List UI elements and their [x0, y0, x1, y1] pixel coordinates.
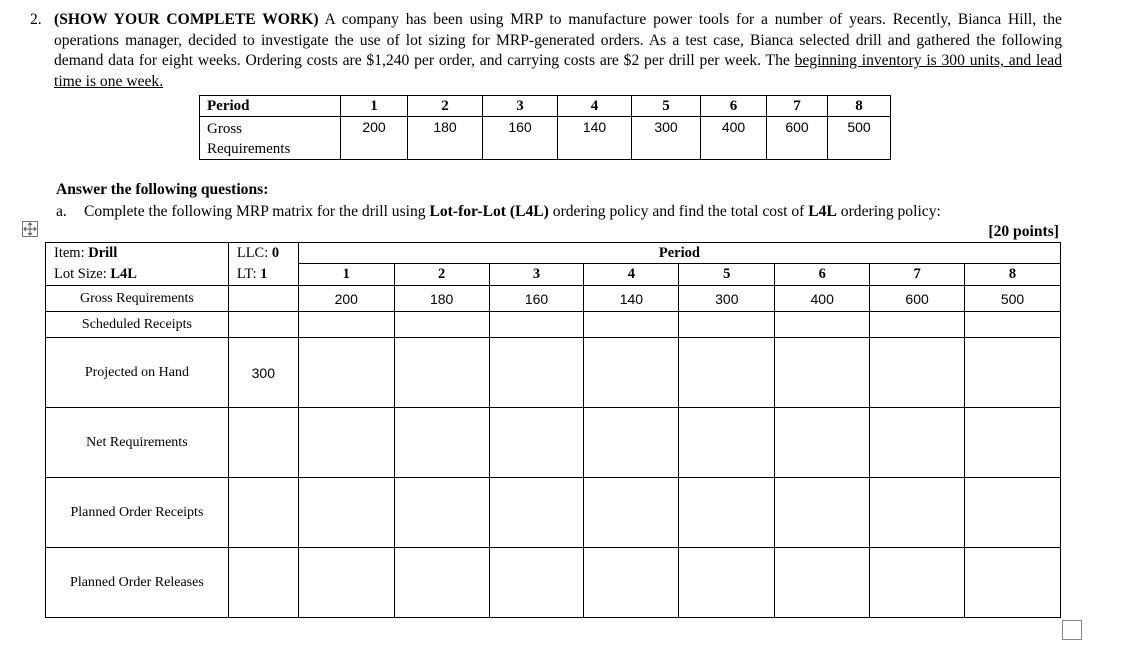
demand-period: 1 [341, 96, 408, 117]
mrp-cell[interactable] [679, 478, 775, 548]
scheduled-receipts-label: Scheduled Receipts [46, 312, 229, 338]
part-a-points: [20 points] [988, 223, 1059, 240]
mrp-cell[interactable] [965, 408, 1061, 478]
mrp-cell[interactable] [870, 478, 965, 548]
mrp-period: 2 [394, 264, 489, 286]
mrp-cell[interactable] [298, 338, 394, 408]
demand-gross-value: 300 [632, 117, 701, 160]
demand-gross-value: 200 [341, 117, 408, 160]
mrp-cell[interactable] [489, 548, 584, 618]
mrp-period: 8 [965, 264, 1061, 286]
mrp-cell[interactable] [228, 548, 298, 618]
mrp-cell[interactable] [584, 478, 679, 548]
demand-gross-value: 600 [767, 117, 828, 160]
mrp-period: 6 [775, 264, 870, 286]
item-value: Drill [88, 244, 118, 261]
mrp-period: 7 [870, 264, 965, 286]
mrp-cell[interactable] [228, 312, 298, 338]
lot-size-cell [46, 264, 229, 286]
mrp-cell[interactable] [228, 408, 298, 478]
mrp-period: 5 [679, 264, 775, 286]
mrp-cell[interactable] [775, 338, 870, 408]
mrp-period-heading: Period [298, 243, 1060, 264]
mrp-gross-value: 160 [489, 286, 584, 312]
question-text [30, 10, 1062, 92]
mrp-cell[interactable] [298, 478, 394, 548]
mrp-period: 4 [584, 264, 679, 286]
mrp-gross-value: 300 [679, 286, 775, 312]
mrp-cell[interactable] [679, 338, 775, 408]
mrp-cell[interactable] [394, 548, 489, 618]
mrp-cell[interactable] [870, 408, 965, 478]
mrp-cell[interactable] [489, 312, 584, 338]
resize-checkbox[interactable] [1062, 620, 1082, 640]
llc-label: LLC: [236, 244, 272, 261]
mrp-item-row [46, 243, 1061, 264]
mrp-scheduled-row [46, 312, 1061, 338]
demand-gross-value: 180 [408, 117, 483, 160]
net-requirements-label: Net Requirements [46, 408, 229, 478]
lt-label: LT: [236, 265, 261, 282]
demand-header-row [200, 96, 891, 117]
question-heading: (SHOW YOUR COMPLETE WORK) [54, 11, 319, 28]
mrp-period: 1 [298, 264, 394, 286]
mrp-cell[interactable] [584, 312, 679, 338]
mrp-cell[interactable] [775, 478, 870, 548]
gross-requirements-label: Gross Requirements [46, 286, 229, 312]
mrp-cell[interactable] [584, 548, 679, 618]
lot-label: Lot Size: [54, 265, 111, 282]
mrp-cell[interactable] [679, 312, 775, 338]
mrp-gross-value: 500 [965, 286, 1061, 312]
mrp-gross-value: 180 [394, 286, 489, 312]
part-a-text: ordering policy: [836, 203, 941, 220]
mrp-period: 3 [489, 264, 584, 286]
mrp-cell[interactable] [489, 338, 584, 408]
demand-period: 6 [701, 96, 767, 117]
mrp-gross-value: 140 [584, 286, 679, 312]
mrp-cell[interactable] [775, 548, 870, 618]
lt-value: 1 [260, 265, 268, 282]
gross-label-line1: Gross [207, 121, 243, 137]
projected-initial-value: 300 [228, 338, 298, 408]
move-icon [23, 222, 37, 236]
demand-table [199, 95, 891, 160]
part-a-letter: a. [56, 203, 67, 220]
mrp-cell[interactable] [394, 478, 489, 548]
mrp-cell[interactable] [394, 312, 489, 338]
mrp-gross-row [46, 286, 1061, 312]
mrp-net-row [46, 408, 1061, 478]
mrp-cell[interactable] [228, 478, 298, 548]
llc-value: 0 [271, 244, 280, 261]
table-move-handle[interactable] [22, 221, 38, 237]
mrp-cell[interactable] [228, 286, 298, 312]
question-body: A company has been using MRP to manufacture power tools for a number of years. Recently, Bianca Hill, the operations manager, decided to investigate the use of lot sizing for MRP-generated orders. As a test case, Bianca selected drill and gathered the following demand data for eight weeks. Ordering costs are $1,240 per order, and carrying costs are $2 per drill per week. The [54, 11, 1062, 70]
mrp-cell[interactable] [679, 548, 775, 618]
mrp-cell[interactable] [584, 408, 679, 478]
part-a-bold: L4L [808, 203, 837, 220]
mrp-cell[interactable] [775, 408, 870, 478]
demand-gross-value: 400 [701, 117, 767, 160]
mrp-cell[interactable] [489, 408, 584, 478]
projected-on-hand-label: Projected on Hand [46, 338, 229, 408]
part-a-text: ordering policy and find the total cost of [548, 203, 809, 220]
mrp-cell[interactable] [298, 408, 394, 478]
mrp-cell[interactable] [965, 478, 1061, 548]
mrp-cell[interactable] [489, 478, 584, 548]
mrp-cell[interactable] [965, 548, 1061, 618]
part-a-bold: Lot-for-Lot (L4L) [429, 203, 549, 220]
mrp-projected-row [46, 338, 1061, 408]
mrp-cell[interactable] [775, 312, 870, 338]
demand-period: 2 [408, 96, 483, 117]
mrp-por-row [46, 478, 1061, 548]
mrp-cell[interactable] [870, 338, 965, 408]
demand-gross-value: 500 [828, 117, 891, 160]
mrp-gross-value: 200 [298, 286, 394, 312]
demand-period: 7 [767, 96, 828, 117]
item-cell [46, 243, 229, 264]
mrp-period-row [46, 264, 1061, 286]
lt-cell [228, 264, 298, 286]
mrp-cell[interactable] [394, 338, 489, 408]
demand-gross-value: 160 [483, 117, 558, 160]
demand-period: 4 [558, 96, 632, 117]
mrp-cell[interactable] [870, 312, 965, 338]
mrp-matrix [45, 242, 1061, 618]
mrp-cell[interactable] [394, 408, 489, 478]
question-underlined: beginning inventory is 300 units, and lead time is one week. [54, 52, 1062, 90]
gross-label-line2: Requirements [207, 141, 291, 157]
item-label: Item: [54, 244, 89, 261]
mrp-cell[interactable] [965, 312, 1061, 338]
mrp-pol-row [46, 548, 1061, 618]
llc-cell [228, 243, 298, 264]
planned-order-receipts-label: Planned Order Receipts [46, 478, 229, 548]
gross-requirements-label [200, 117, 341, 160]
demand-period: 3 [483, 96, 558, 117]
mrp-cell[interactable] [298, 312, 394, 338]
mrp-cell[interactable] [584, 338, 679, 408]
mrp-cell[interactable] [965, 338, 1061, 408]
period-label: Period [200, 96, 341, 117]
mrp-gross-value: 600 [870, 286, 965, 312]
part-a-text: Complete the following MRP matrix for the drill using [84, 203, 430, 220]
demand-period: 8 [828, 96, 891, 117]
lot-value: L4L [110, 265, 137, 282]
demand-gross-value: 140 [558, 117, 632, 160]
demand-gross-row [200, 117, 891, 160]
demand-period: 5 [632, 96, 701, 117]
planned-order-releases-label: Planned Order Releases [46, 548, 229, 618]
part-a [56, 202, 1062, 240]
question-number: 2. [30, 11, 42, 28]
mrp-gross-value: 400 [775, 286, 870, 312]
mrp-cell[interactable] [298, 548, 394, 618]
mrp-cell[interactable] [679, 408, 775, 478]
mrp-cell[interactable] [870, 548, 965, 618]
answer-heading: Answer the following questions: [56, 181, 269, 198]
